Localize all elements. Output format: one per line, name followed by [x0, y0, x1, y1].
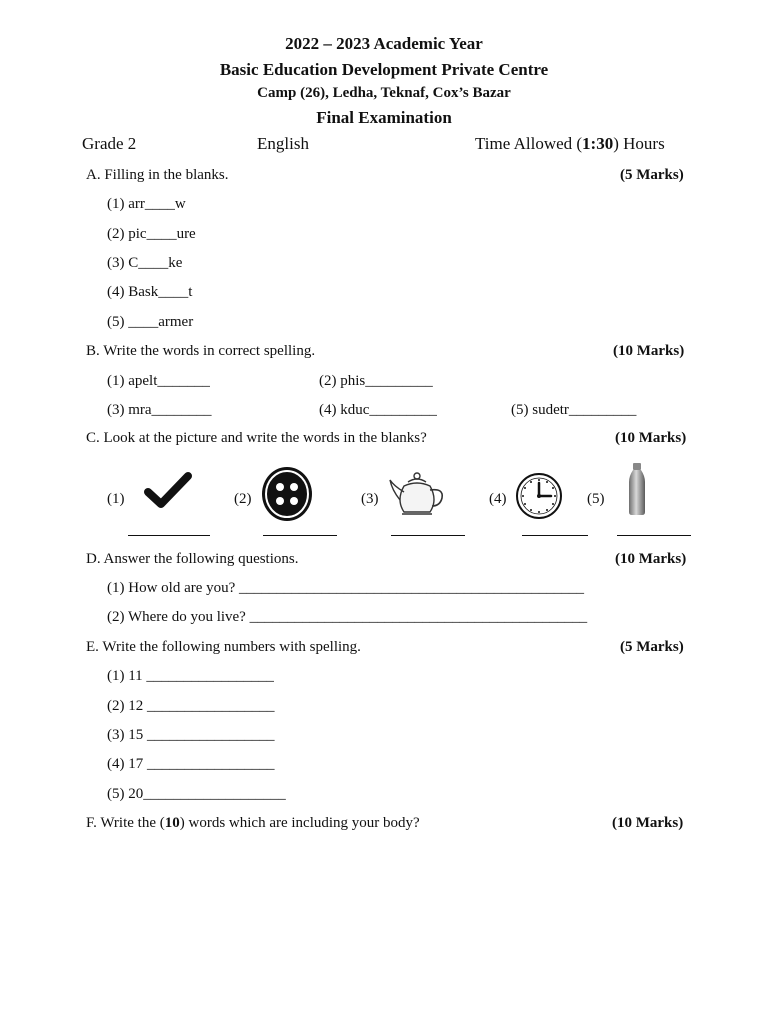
- teapot-icon: [386, 470, 448, 522]
- section-a-item-4: (4) Bask____t: [107, 284, 193, 300]
- centre-name: Basic Education Development Private Centre: [219, 60, 549, 79]
- picture-label-2: (2): [234, 491, 252, 507]
- time-value: 1:30: [582, 134, 614, 153]
- section-e-item-5: (5) 20___________________: [107, 786, 286, 802]
- section-b-item-1: (1) apelt_______: [107, 373, 210, 389]
- picture-label-5: (5): [587, 491, 605, 507]
- clock-icon: [514, 471, 564, 521]
- answer-blank-4[interactable]: [522, 535, 588, 536]
- section-b-item-4: (4) kduc_________: [319, 402, 437, 418]
- picture-label-3: (3): [361, 491, 379, 507]
- section-b-item-2: (2) phis_________: [319, 373, 433, 389]
- section-a-marks: (5 Marks): [620, 167, 684, 183]
- section-b-marks: (10 Marks): [613, 343, 685, 359]
- section-e-marks: (5 Marks): [620, 639, 684, 655]
- time-suffix: ) Hours: [613, 134, 665, 153]
- bottle-icon: [626, 462, 648, 516]
- section-e-item-2: (2) 12 _________________: [107, 698, 275, 714]
- section-d-item-2: (2) Where do you live? _____________________________________________: [107, 609, 588, 625]
- answer-blank-1[interactable]: [128, 535, 210, 536]
- section-b-item-5: (5) sudetr_________: [511, 402, 637, 418]
- section-b-title: B. Write the words in correct spelling.: [86, 343, 316, 359]
- checkmark-icon: [144, 470, 192, 510]
- time-prefix: Time Allowed (: [475, 134, 583, 153]
- section-d-marks: (10 Marks): [615, 551, 687, 567]
- picture-label-1: (1): [107, 491, 125, 507]
- answer-blank-5[interactable]: [617, 535, 691, 536]
- section-a-item-3: (3) C____ke: [107, 255, 183, 271]
- section-f-title-prefix: F. Write the (: [86, 815, 165, 831]
- section-e-item-1: (1) 11 _________________: [107, 668, 274, 684]
- exam-title: Final Examination: [316, 108, 452, 127]
- section-f-title-suffix: ) words which are including your body?: [179, 815, 420, 831]
- section-e-title: E. Write the following numbers with spelling.: [86, 639, 361, 655]
- answer-blank-3[interactable]: [391, 535, 465, 536]
- section-a-item-1: (1) arr____w: [107, 196, 186, 212]
- section-a-item-5: (5) ____armer: [107, 314, 194, 330]
- grade-label: Grade 2: [82, 134, 137, 153]
- answer-blank-2[interactable]: [263, 535, 337, 536]
- section-d-item-1: (1) How old are you? ______________________________________________: [107, 580, 585, 596]
- academic-year: 2022 – 2023 Academic Year: [285, 34, 483, 53]
- section-c-title: C. Look at the picture and write the words in the blanks?: [86, 430, 427, 446]
- section-a-title: A. Filling in the blanks.: [86, 167, 229, 183]
- subject-label: English: [257, 134, 309, 153]
- picture-label-4: (4): [489, 491, 507, 507]
- time-allowed: [475, 134, 665, 154]
- button-icon: [260, 465, 314, 523]
- section-b-item-3: (3) mra________: [107, 402, 212, 418]
- section-d-title: D. Answer the following questions.: [86, 551, 299, 567]
- section-e-item-3: (3) 15 _________________: [107, 727, 275, 743]
- section-c-marks: (10 Marks): [615, 430, 687, 446]
- section-f-marks: (10 Marks): [612, 815, 684, 831]
- section-e-item-4: (4) 17 _________________: [107, 756, 275, 772]
- section-f-title: [86, 815, 420, 832]
- section-a-item-2: (2) pic____ure: [107, 226, 196, 242]
- centre-address: Camp (26), Ledha, Teknaf, Cox’s Bazar: [257, 85, 511, 101]
- section-f-title-number: 10: [164, 815, 180, 831]
